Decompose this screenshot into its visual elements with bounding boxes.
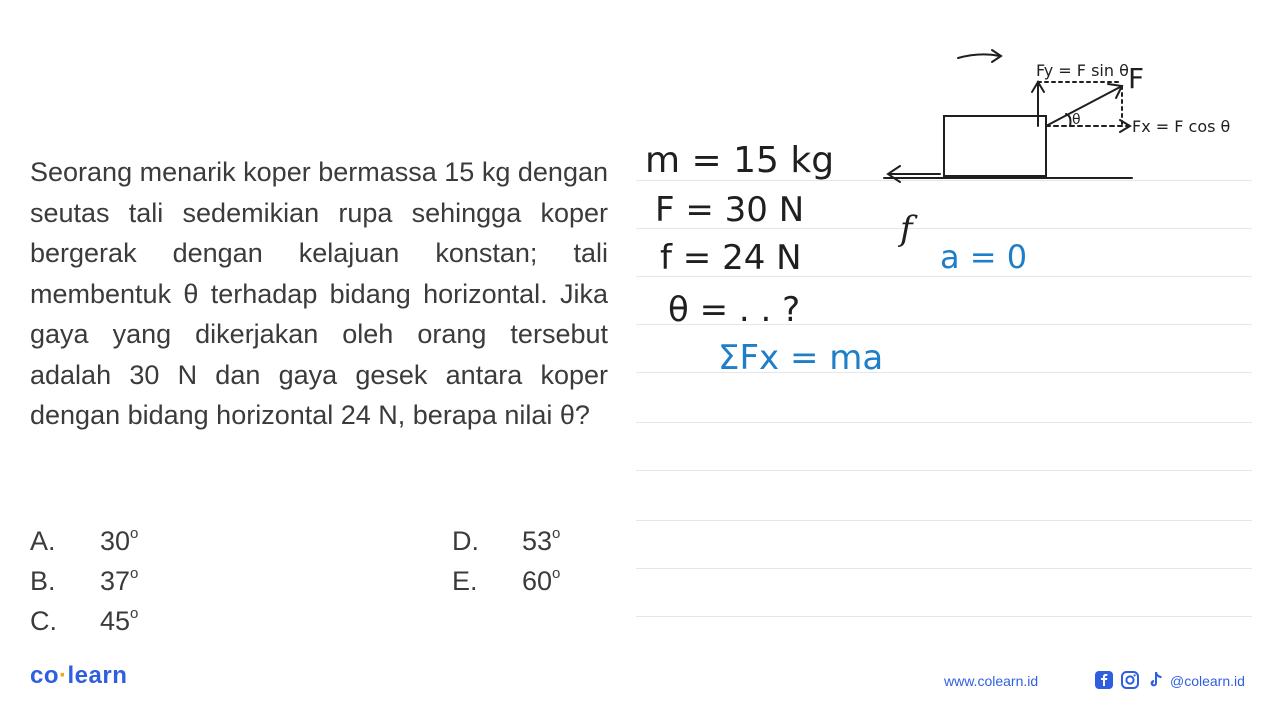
logo-part-a: co	[30, 662, 60, 689]
note-force: F = 30 N	[655, 190, 805, 230]
option-label: C.	[30, 606, 57, 636]
force-label: F	[1128, 62, 1145, 95]
note-accel: a = 0	[940, 238, 1028, 276]
facebook-icon[interactable]	[1094, 670, 1114, 690]
force-arrow-head	[1108, 84, 1122, 98]
question-text: Seorang menarik koper bermassa 15 kg dengan seutas tali sedemikian rupa sehingga koper bergerak dengan kelajuan konstan; tali membentuk θ terhadap bidang horizontal. Jika gaya yang dikerjakan oleh orang tersebut adalah 30 N dan gaya gesek antara koper dengan bidang horizontal 24 N, berapa nilai θ?	[30, 157, 608, 430]
note-mass: m = 15 kg	[645, 140, 835, 181]
option-value: 53	[522, 526, 553, 556]
theta-label: θ	[1072, 112, 1081, 128]
motion-arrow	[958, 54, 1000, 58]
option-value: 45	[100, 606, 131, 636]
instagram-icon[interactable]	[1120, 670, 1140, 690]
option-label: A.	[30, 526, 56, 556]
friction-label: f	[900, 209, 913, 249]
option-value: 30	[100, 526, 131, 556]
rule-line	[636, 422, 1252, 423]
degree-sign: o	[552, 565, 561, 582]
option-label: E.	[452, 566, 478, 596]
social-handle[interactable]: @colearn.id	[1170, 673, 1245, 689]
option-b[interactable]	[30, 556, 138, 596]
degree-sign: o	[130, 525, 139, 542]
option-e[interactable]	[452, 556, 560, 596]
option-label: D.	[452, 526, 479, 556]
degree-sign: o	[130, 605, 139, 622]
fx-label: Fx = F cos θ	[1132, 117, 1231, 136]
note-friction: f = 24 N	[660, 238, 802, 278]
option-value: 37	[100, 566, 131, 596]
option-value: 60	[522, 566, 553, 596]
colearn-logo[interactable]	[30, 662, 127, 690]
rule-line	[636, 520, 1252, 521]
logo-part-b: learn	[67, 662, 128, 689]
logo-dot: ·	[59, 662, 68, 689]
note-newton: ΣFx = ma	[718, 338, 884, 378]
rule-line	[636, 470, 1252, 471]
option-c[interactable]	[30, 596, 138, 636]
rule-line	[636, 616, 1252, 617]
tiktok-icon[interactable]	[1146, 670, 1166, 690]
note-theta: θ = . . ?	[668, 290, 801, 330]
fy-label: Fy = F sin θ	[1036, 61, 1129, 80]
rule-line	[636, 568, 1252, 569]
force-arrow	[1046, 86, 1122, 126]
degree-sign: o	[552, 525, 561, 542]
option-label: B.	[30, 566, 56, 596]
option-a[interactable]	[30, 516, 138, 556]
option-d[interactable]	[452, 516, 560, 556]
force-diagram	[870, 40, 1250, 250]
website-link[interactable]: www.colearn.id	[944, 673, 1039, 689]
degree-sign: o	[130, 565, 139, 582]
suitcase-box	[944, 116, 1046, 176]
